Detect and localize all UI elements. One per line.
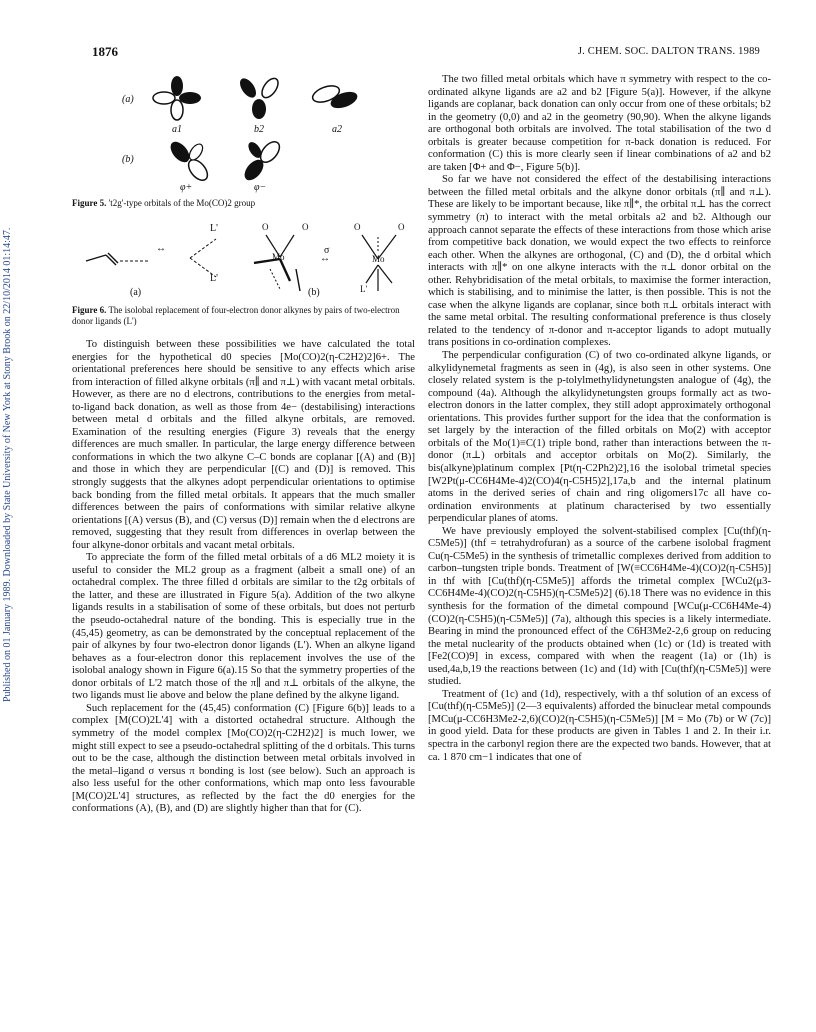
- left-column: [72, 74, 415, 816]
- fig6a-alkyne-drawing: [82, 241, 162, 281]
- fig6b-isolobal-arrow: ↔: [320, 253, 330, 264]
- orbital-b2-drawing: [234, 76, 284, 120]
- figure-6-caption: [72, 305, 415, 327]
- figure-6: [72, 221, 415, 301]
- running-head: J. CHEM. SOC. DALTON TRANS. 1989: [577, 46, 760, 57]
- fig6a-ligand-bottom: L': [210, 273, 218, 284]
- fig6b-oct-metal: Mo: [372, 254, 385, 264]
- fig6b-oct-oxygen-right: O: [398, 222, 405, 232]
- fig6b-sigma: σ: [324, 245, 330, 256]
- left-paragraph-3: Such replacement for the (45,45) conformation (C) [Figure 6(b)] leads to a complex [M(CO)2L'4] with a distorted octahedral structure. Although the symmetry of the model complex [Mo(CO)2(η-C2H2)2] is much lower, we might still expect to see a pseudo-octahedral splitting of the d orbitals. This turns out to be the case, although the distinction between metal orbitals involved in the metal–ligand σ versus π bonding is lost (see below). Such an approach is also less useful for the other conformations, which map onto less favourable [M(CO)2L'4] structures, as reflected by the fact the d0 energies for the conformations (A), (B), and (D) are slightly higher than that for (C).: [72, 702, 415, 815]
- right-paragraph-1: The two filled metal orbitals which have π symmetry with respect to the co-ordinated alkyne ligands are a2 and b2 [Figure 5(a)]. However, if the alkyne ligands are coplanar, back donation can only occur from one of these orbitals; b2 in the geometry (0,0) and a2 in the geometry (90,90). When the alkyne ligands are orthogonal both orbitals are involved. The total stabilisation of the two d orbitals is greater because competition for π-back donation is reduced. For conformation (C) this is more clearly seen if linear combinations of a2 and b2 are taken [Φ+ and Φ−, Figure 5(b)].: [428, 74, 771, 173]
- fig5-row-b-label: (b): [122, 154, 134, 165]
- combo-label-phi-minus: φ−: [254, 182, 267, 193]
- right-paragraph-2: So far we have not considered the effect of the destabilising interactions between the filled metal orbitals and the alkyne donor orbitals (π∥ and π⊥). These are likely to be important because, like π∥*, the orbital π⊥ has the correct symmetry (π) to interact with the metal orbitals a2 and b2. Although our approach cannot separate the effects of these interactions from those which arise from competitive back donation, we would expect the two effects to reinforce each other. When the alkynes are orthogonal, (C) and (D), the d orbital which interacts with π∥* on one alkyne interacts with the π⊥ donor orbital on the other. Rehybridisation of the metal orbitals, to maximise the former interaction, which is stabilising, and to minimise the latter, is then possible. This is not the case when the alkyne ligands are coplanar, since both π⊥ orbitals interact with the same metal orbital. The resulting conformational preference is thus closely related to the tendency of π-donor and π-acceptor ligands to adopt mutually trans positions in co-ordination complexes.: [428, 174, 771, 349]
- fig6a-ligand-top: L': [210, 223, 218, 234]
- combo-label-phi-plus: φ+: [180, 182, 193, 193]
- fig6a-ligand-pair-drawing: [180, 227, 230, 289]
- right-paragraph-4: We have previously employed the solvent-stabilised complex [Cu(thf)(η-C5Me5)] (thf = tetrahydrofuran) as a source of the carbene isolobal fragment Cu(η-C5Me5) in the synthesis of trimetallic complexes derived from addition to carbon–tungsten triple bonds. Treatment of [W(≡CC6H4Me-4)(CO)2(η-C5H5)] in thf with [Cu(thf)(η-C5Me5)] affords the trimetal complex [WCu2(μ3-CC6H4Me-4)(CO)2(η-C5H5)(η-C5Me5)2] (6).18 There was no evidence in this synthesis for the formation of the dimetal compound [WCu(μ-CC6H4Me-4)(CO)2(η-C5H5)(η-C5Me5)] (7a), although this species is a likely intermediate. Bearing in mind the pronounced effect of the C6H3Me2-2,6 group on reducing the metal nuclearity of the products obtained when (1c) or (1d) is treated with [Fe2(CO)9] in excess, compared with when the reagent (1a) or (1h) is used,4a,b,19 the reactions between (1c) and (1d) with [Cu(thf)(η-C5Me5)] were studied.: [428, 525, 771, 688]
- fig6b-oct-ligand: L': [360, 284, 368, 294]
- fig6b-metal-left: Mo: [272, 252, 285, 262]
- figure-5: [72, 74, 415, 194]
- orbital-label-a2: a2: [332, 124, 342, 135]
- download-notice[interactable]: Published on 01 January 1989. Downloaded by State University of New York at Stony Brook on 22/10/2014 01:14:47.: [2, 227, 13, 703]
- left-paragraph-1: To distinguish between these possibilities we have calculated the total energies for the hypothetical d0 species [Mo(CO)2(η-C2H2)2]6+. The orientational preferences here should be sensitive to any effects which arise from interaction of filled alkyne orbitals (π∥ and π⊥) with vacant metal orbitals. However, as there are no d electrons, contributions to the energies from metal-to-ligand back donation, as well as those from 4e− (destabilising) interactions between metal d orbitals and the filled alkyne orbitals, are removed. Examination of the resulting energies (Figure 3) reveals that the energy differences are much smaller. In particular, the large energy difference between conformations in which the two alkyne C–C bonds are coplanar [(A) and (B)] and those in which they are perpendicular [(C) and (D)] is removed. This strongly suggests that the alkynes adopt perpendicular orientations to optimise back bonding from the filled metal orbitals. It appears that the much smaller differences between the pairs of conformations with similar relative alkyne orientations [(A) versus (B), and (C) versus (D)] remain when the d electrons are removed, suggesting that they result from differences in overlap between the four alkyne-donor orbitals and vacant metal orbitals.: [72, 339, 416, 551]
- fig6-panel-b-label: (b): [308, 287, 320, 298]
- fig6b-oxygen-left: O: [262, 222, 269, 232]
- orbital-phi-minus-drawing: [240, 140, 286, 182]
- fig6-panel-a-label: (a): [130, 287, 142, 298]
- right-column: [428, 74, 771, 764]
- figure-6-caption-label: Figure 6.: [72, 305, 107, 315]
- orbital-phi-plus-drawing: [166, 140, 212, 182]
- fig6a-isolobal-arrow: ↔: [156, 243, 166, 254]
- figure-5-caption-text: 't2g'-type orbitals of the Mo(CO)2 group: [108, 198, 256, 208]
- figure-6-caption-text: The isolobal replacement of four-electron donor alkynes by pairs of two-electron donor ligands (L'): [72, 305, 400, 326]
- fig5-row-a-label: (a): [122, 94, 134, 105]
- figure-5-caption-label: Figure 5.: [72, 198, 107, 208]
- fig6b-oxygen-right: O: [302, 222, 309, 232]
- orbital-label-b2: b2: [254, 124, 264, 135]
- right-paragraph-3: The perpendicular configuration (C) of two co-ordinated alkyne ligands, or alkylidynemetal fragments as seen in (4g), is also seen in other systems. One closely related system is the p-tolylmethylidynetungsten analogue of (4g), the compound (4a). Although the alkylidynetungsten groups formally act as two-electron donors in the latter complex, they still adopt approximately orthogonal orientations. This provides further support for the idea that the conformation is set largely by the interaction of the filled orbitals on Mo(2) with acceptor orbitals of the Mo(1)≡C(1) triple bond, rather than interactions between the π-donor (π⊥) orbitals and acceptor orbitals on Mo(2). Similarly, the bis(alkyne)platinum complex [Pt(η-C2Ph2)2],16 the isolobal trimetal species [W2Pt(μ-CC6H4Me-4)2(CO)4(η-C5H5)2],17a,b and the internal platinum atoms in the derived series of chain and ring oligomers17c all have co-ordination environments at platinum characterised by two essentially perpendicular planes of atoms.: [428, 350, 771, 525]
- fig6b-oct-oxygen-left: O: [354, 222, 361, 232]
- orbital-a2-drawing: [310, 76, 360, 120]
- right-paragraph-5: Treatment of (1c) and (1d), respectively, with a thf solution of an excess of [Cu(thf)(η-C5Me5)] (2—3 equivalents) afforded the binuclear metal compounds [MCu(μ-CC6H3Me2-2,6)(CO)2(η-C5H5)(η-C5Me5)] [M = Mo (7b) or W (7c)] in good yield. Data for these products are given in Tables 1 and 2. In their i.r. spectra in the carbonyl region there are the expected two bands. However, that at ca. 1 870 cm−1 indicates that one of: [428, 688, 771, 763]
- page-number: 1876: [92, 44, 118, 59]
- orbital-label-a1: a1: [172, 124, 182, 135]
- orbital-a1-drawing: [152, 76, 202, 120]
- figure-5-caption: [72, 198, 415, 209]
- left-paragraph-2: To appreciate the form of the filled metal orbitals of a d6 ML2 moiety it is useful to consider the ML2 group as a fragment (albeit a small one) of an octahedral complex. The three filled d orbitals are similar to the t2g orbitals of the latter, and these are illustrated in Figure 5(a). Addition of the two alkyne ligands results in a stabilisation of some of these orbitals, but does not perturb the pseudo-octahedral nature of the bonding. This is especially true in the (45,45) geometry, as can be demonstrated by the conceptual replacement of the pair of alkynes by four two-electron donor ligands (L'). When an alkyne ligand behaves as a four-electron donor this replacement involves the use of the isolobal analogy shown in Figure 6(a).15 So that the symmetry properties of the donor orbitals of L'2 match those of the π∥ and π⊥ orbitals of the alkyne, the two ligands must lie above and below the plane defined by the alkyne ligand.: [72, 552, 415, 702]
